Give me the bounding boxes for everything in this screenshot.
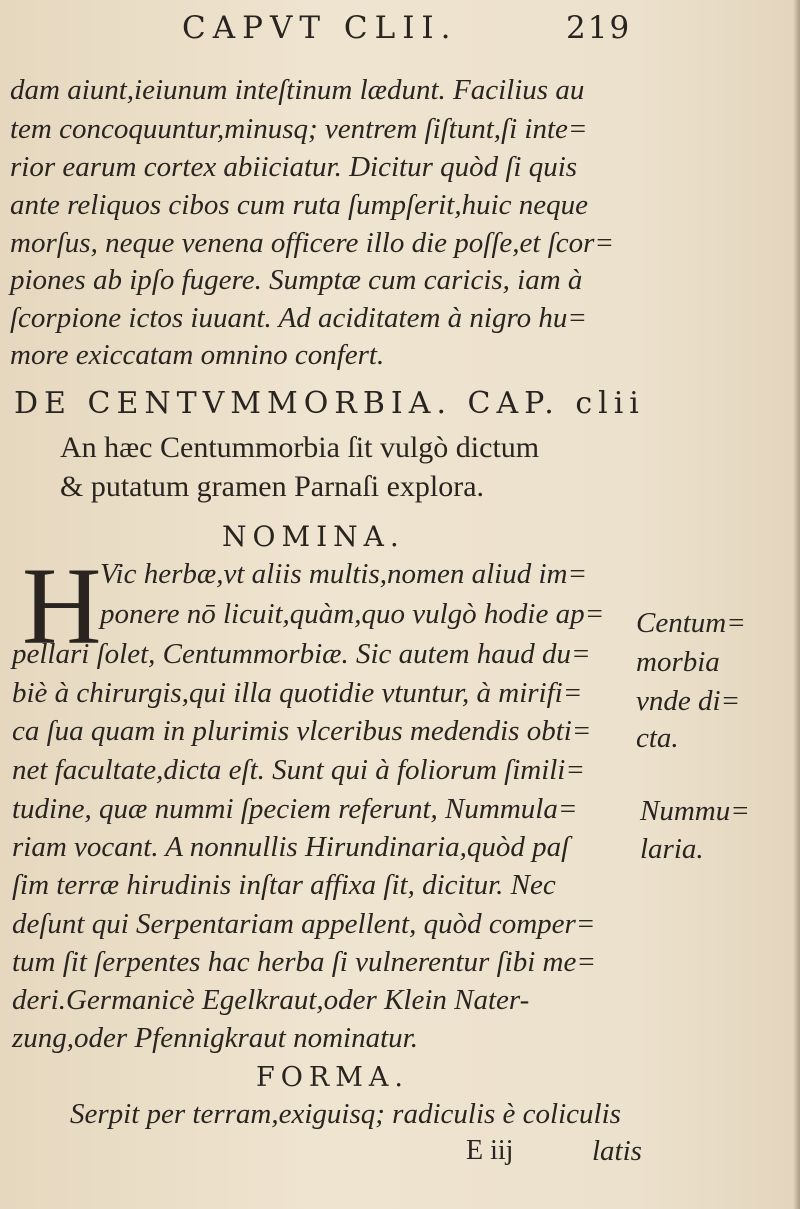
body-line: Serpit per terram,exiguisq; radiculis è coliculis	[70, 1098, 621, 1130]
margin-note: Centum=	[636, 607, 746, 639]
running-header: CAPVT CLII.	[182, 10, 458, 46]
body-line: dam aiunt,ieiunum inteſtinum lædunt. Facilius au	[10, 74, 585, 106]
section-heading-forma: FORMA.	[256, 1062, 409, 1093]
body-line: more exiccatam omnino confert.	[10, 339, 385, 371]
chapter-heading: DE CENTVMMORBIA. CAP. clii	[14, 386, 645, 421]
margin-note: morbia	[636, 646, 720, 678]
body-line: ante reliquos cibos cum ruta ſumpſerit,huic neque	[10, 189, 589, 221]
body-line: ca ſua quam in plurimis vlceribus medendis obti=	[12, 715, 592, 747]
body-line: rior earum cortex abiiciatur. Dicitur quòd ſi quis	[10, 151, 578, 183]
margin-note: laria.	[640, 833, 704, 865]
body-line: ponere nō licuit,quàm,quo vulgò hodie ap=	[100, 598, 605, 630]
body-line: biè à chirurgis,qui illa quotidie vtuntur, à mirifi=	[12, 677, 583, 709]
body-line: tem concoquuntur,minusq; ventrem ſiſtunt,ſi inte=	[10, 113, 588, 145]
body-line: zung,oder Pfennigkraut nominatur.	[12, 1022, 418, 1054]
margin-note: Nummu=	[640, 795, 750, 827]
page-edge-shadow	[793, 0, 800, 1209]
body-line: morſus, neque venena officere illo die poſſe,et ſcor=	[10, 227, 614, 259]
body-line: Vic herbæ,vt aliis multis,nomen aliud im=	[100, 558, 588, 590]
body-line: riam vocant. A nonnullis Hirundinaria,quòd paſ	[12, 831, 570, 863]
margin-note: cta.	[636, 722, 679, 754]
section-heading-nomina: NOMINA.	[222, 520, 405, 553]
page-number: 219	[566, 10, 632, 46]
signature-mark: E iij	[466, 1135, 514, 1166]
body-line: tudine, quæ nummi ſpeciem referunt, Nummula=	[12, 793, 578, 825]
margin-note: vnde di=	[636, 685, 741, 717]
body-line: ſcorpione ictos iuuant. Ad aciditatem à nigro hu=	[10, 302, 587, 334]
chapter-summary-line: & putatum gramen Parnaſi explora.	[60, 470, 485, 503]
body-line: tum ſit ſerpentes hac herba ſi vulnerentur ſibi me=	[12, 946, 596, 978]
body-line: pellari ſolet, Centummorbiæ. Sic autem haud du=	[12, 638, 591, 670]
catchword: latis	[592, 1135, 642, 1167]
drop-capital: H	[22, 545, 102, 667]
body-line: deri.Germanicè Egelkraut,oder Klein Nater-	[12, 984, 530, 1016]
body-line: net facultate,dicta eſt. Sunt qui à foliorum ſimili=	[12, 754, 585, 786]
body-line: piones ab ipſo fugere. Sumptæ cum caricis, iam à	[10, 264, 583, 296]
chapter-summary-line: An hæc Centummorbia ſit vulgò dictum	[60, 431, 540, 464]
body-line: ſim terræ hirudinis inſtar affixa ſit, dicitur. Nec	[12, 869, 556, 901]
body-line: deſunt qui Serpentariam appellent, quòd comper=	[12, 908, 596, 940]
